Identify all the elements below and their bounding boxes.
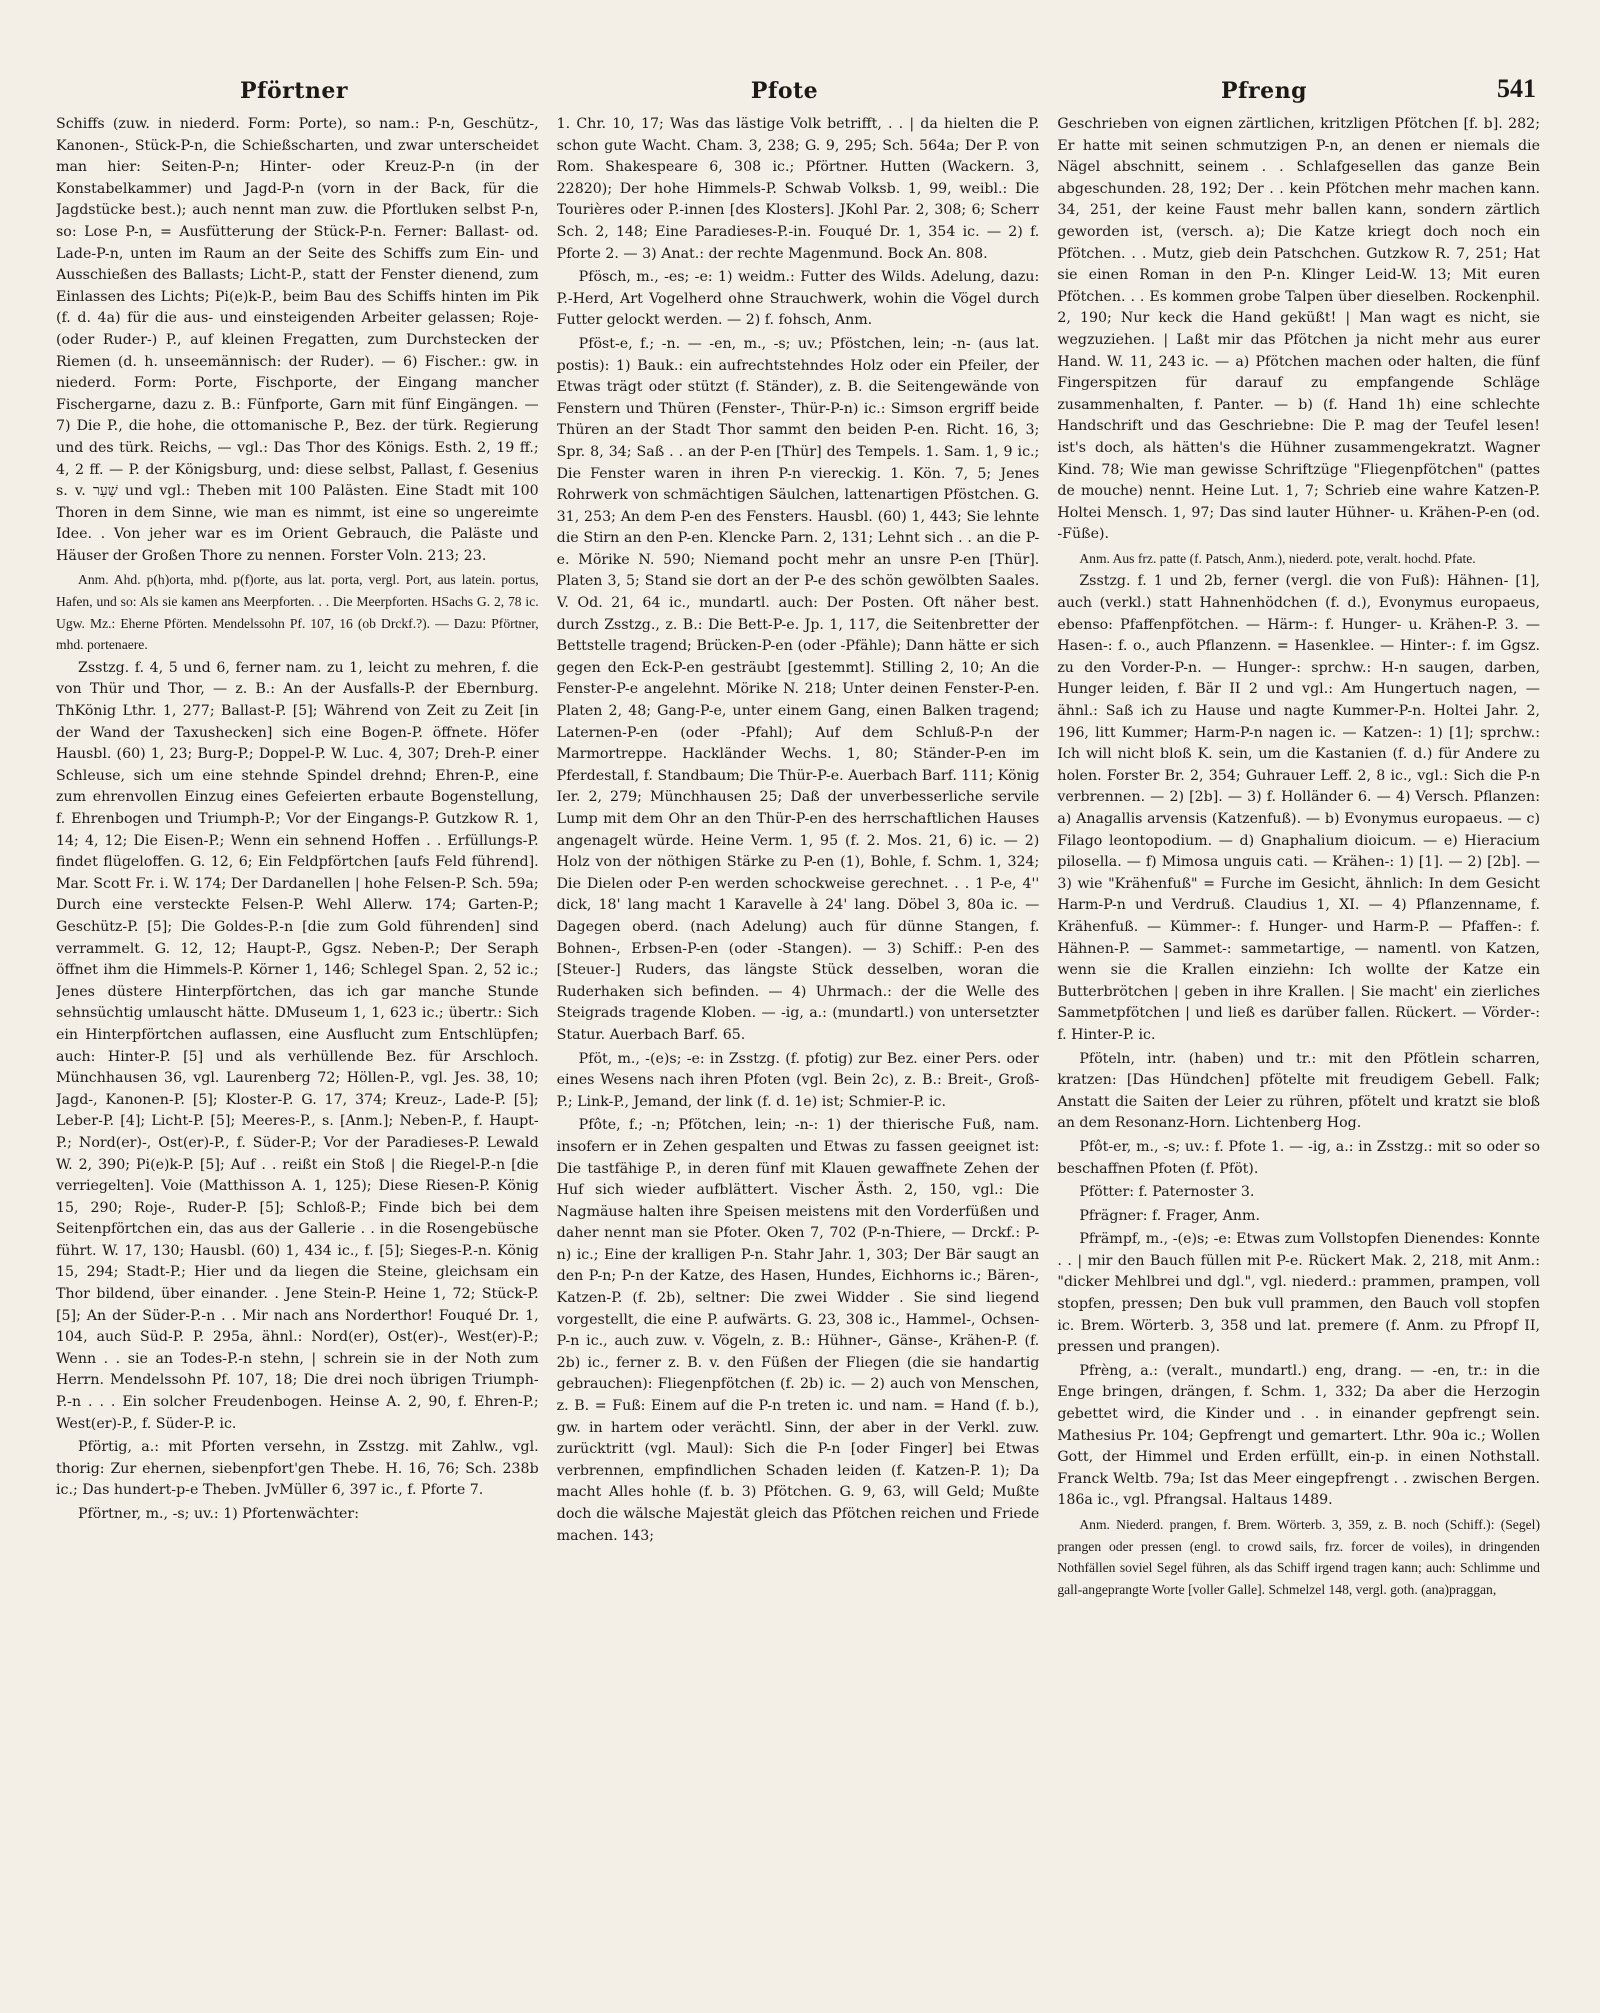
entry-paragraph: Schiffs (zuw. in niederd. Form: Porte), so nam.: P-n, Geschütz-, Kanonen-, Stück-P-n, die Schießscharten, und zwar unterscheidet man hier: Seiten-P-n; Hinter- oder Kreuz-P-n (in der Konstabelkammer) und Jagd-P-n (vorn in der Back, für die Jagdstücke best.); auch nennt man zuw. die Pfortluken selbst P-n, so: Lose P-n, = Ausfütterung der Stück-P-n. Ferner: Ballast- od. Lade-P-n, unten im Raum an der Seite des Schiffs zum Ein- und Ausschießen des Ballasts; Licht-P., statt der Fenster dienend, zum Einlassen des Lichts; Pi(e)k-P., beim Bau des Schiffs hinten im Pik (f. d. 4a) für die aus- und einsteigenden Arbeiter gelassen; Roje- (oder Ruder-) P., auf kleinen Fregatten, zum Durchstecken der Riemen (d. h. unseemännisch: der Ruder). — 6) Fischer.: gw. in niederd. Form: Porte, Fischporte, der Eingang mancher Fischergarne, dazu z. B.: Fünfporte, Garn mit fünf Eingängen. — 7) Die P., die hohe, die ottomanische P., Bez. der türk. Regierung und des türk. Reichs, — vgl.: Das Thor des Königs. Esth. 2, 19 ff.; 4, 2 ff. — P. der Königsburg, und: diese selbst, Pallast, f. Gesenius s. v. שַׁעַר und vgl.: Theben mit 100 Palästen. Eine Stadt mit 100 Thoren in dem Sinne, wie man es nimmt, ist eine so ungereimte Idee. . Von jeher war es im Orient Gebrauch, die Paläste und Häuser der Großen Thore zu nennen. Forster Voln. 213; 23. [56,116,539,564]
entry-paragraph: Pfötter: f. Paternoster 3. [1079,1184,1255,1201]
entry-paragraph: Pfrämpf, m., -(e)s; -e: Etwas zum Vollstopfen Dienendes: Konnte . . | mir den Bauch füllen mit P-e. Rückert Mak. 2, 218, mit Anm.: "dicker Mehlbrei und dgl.", vgl. niederd.: prammen, prampen, voll stopfen, pressen; Den buk vull prammen, den Bauch voll stopfen ic. Brem. Wörterb. 3, 358 und lat. premere (f. Anm. zu Pfropf II, pressen und prangen). [1057,1231,1540,1356]
entry-paragraph: Pfösch, m., -es; -e: 1) weidm.: Futter des Wilds. Adelung, dazu: P.-Herd, Art Vogelherd ohne Strauchwerk, wohin die Vögel durch Futter gelockt werden. — 2) f. fohsch, Anm. [556,269,1040,329]
column-1 [56,114,539,2004]
entry-paragraph: Pföteln, intr. (haben) und tr.: mit den Pfötlein scharren, kratzen: [Das Hündchen] pfötelte mit freudigem Gebell. Falk; Anstatt die Saiten der Leier zu rühren, pfötelt und kratzt sie bloß an dem Resonanz-Horn. Lichtenberg Hog. [1057,1050,1540,1132]
entry-paragraph: Pförtig, a.: mit Pforten versehn, in Zsstzg. mit Zahlw., vgl. thorig: Zur ehernen, siebenpfort'gen Thebe. H. 16, 76; Sch. 238b ic.; Das hundert-p-e Theben. JvMüller 6, 397 ic., f. Pforte 7. [56,1439,539,1499]
entry-paragraph: Pföt, m., -(e)s; -e: in Zsstzg. (f. pfotig) zur Bez. einer Pers. oder eines Wesens nach ihren Pfoten (vgl. Bein 2c), z. B.: Breit-, Groß-P.; Link-P., Jemand, der link (f. d. 1e) ist; Schmier-P. ic. [556,1050,1040,1110]
entry-paragraph: 1. Chr. 10, 17; Was das lästige Volk betrifft, . . | da hielten die P. schon gute Wacht. Cham. 3, 238; G. 9, 295; Sch. 564a; Der P. von Rom. Shakespeare 6, 308 ic.; Pförtner. Hutten (Wackern. 3, 22820); Der hohe Himmels-P. Schwab Volksb. 1, 99, weibl.: Die Tourières oder P.-innen [des Klosters]. JKohl Par. 2, 308; 6; Scherr Sch. 2, 148; Eine Paradieses-P.-in. Fouqué Dr. 1, 354 ic. — 2) f. Pforte 2. — 3) Anat.: der rechte Magenmund. Bock An. 808. [556,116,1040,262]
text-columns [56,114,1540,2004]
header-right-group [1221,74,1536,104]
running-header [56,60,1540,104]
entry-paragraph: Pfôte, f.; -n; Pfötchen, lein; -n-: 1) der thierische Fuß, nam. insofern er in Zehen gespalten und Etwas zu fassen geeignet ist: Die tastfähige P., in deren fünf mit Klauen gewaffnete Zehen der Huf sich wieder aufblättert. Vischer Ästh. 2, 150, vgl.: Die Nagmäuse halten ihre Speisen meistens mit den Vorderfüßen und daher nennt man sie Pfoter. Oken 7, 702 (P-n-Thiere, — Drckf.: P-n) ic.; Eine der kralligen P-n. Stahr Jahr. 1, 303; Der Bär saugt an den P-n; P-n der Katze, des Hasen, Hundes, Eichhorns ic.; Bären-, Katzen-P. (f. 2b), seltner: Die zwei Widder . Sie sind liegend vorgestellt, die eine P. aufwärts. G. 23, 308 ic., Hammel-, Ochsen-P-n ic., auch zuw. v. Vögeln, z. B.: Hühner-, Gänse-, Krähen-P. (f. 2b) ic., ferner z. B. v. den Füßen der Fliegen (die sie handartig gebrauchen): Fliegenpfötchen (f. 2b) ic. — 2) auch von Menschen, z. B. = Fuß: Einem auf die P-n treten ic. und nam. = Hand (f. b.), gw. in hartem oder verächtl. Sinn, der aber in der Verkl. zuw. zurücktritt (vgl. Maul): Sich die P-n [oder Finger] bei Etwas verbrennen, empfindlichen Schaden leiden (f. Katzen-P. 1); Da macht Alles hohle (f. b. 3) Pfötchen. G. 9, 63, will Geld; Mußte doch die wälsche Majestät gleich das Pfötchen reichen und Friede machen. 143; [556,1117,1040,1544]
column-2 [557,114,1040,2004]
entry-paragraph: Geschrieben von eignen zärtlichen, kritzligen Pfötchen [f. b]. 282; Er hatte mit seinen schmutzigen P-n, an denen er niemals die Nägel abschnitt, seinem . . Schlafgesellen das ganze Bein abgeschunden. 28, 192; Der . . kein Pfötchen mehr machen kann. 34, 251, der keine Faust mehr ballen kann, sondern zärtlich geworden ist, (versch. a); Die Katze kriegt doch noch ein Pfötchen. . . Mutz, gieb dein Patschchen. Gutzkow R. 7, 251; Hat sie einen Roman in den P-n. Klinger Leid-W. 13; Mit euren Pfötchen. . . Es kommen grobe Talpen über dieselben. Rockenphil. 2, 190; Nur keck die Hand geküßt! | Man wagt es nicht, sie wegzuziehen. | Laßt mir das Pfötchen ja nicht mehr aus eurer Hand. W. 11, 243 ic. — a) Pfötchen machen oder halten, die fünf Fingerspitzen für darauf zu empfangende Schläge zusammenhalten, f. Panter. — b) (f. Hand 1h) eine schlechte Handschrift und das Geschriebne: Die P. mag der Teufel lesen! ist's doch, als hätten's die Hühner zusammengekratzt. Wagner Kind. 78; Wie man gewisse Schriftzüge "Fliegenpfötchen" (pattes de mouche) nennt. Heine Lut. 1, 7; Schrieb eine wahre Katzen-P. Holtei Mensch. 1, 97; Das sind lauter Hühner- u. Krähen-P-en (od. -Füße). [1057,116,1540,543]
entry-paragraph: Pfrägner: f. Frager, Anm. [1079,1207,1260,1224]
page-number: 541 [1496,74,1536,103]
header-right-headword: Pfreng [1221,78,1307,104]
entry-paragraph: Pfôt-er, m., -s; uv.: f. Pfote 1. — -ig, a.: in Zsstzg.: mit so oder so beschaffnen Pfoten (f. Pföt). [1057,1138,1540,1177]
column-3 [1057,114,1540,2004]
entry-paragraph: Zsstzg. f. 4, 5 und 6, ferner nam. zu 1, leicht zu mehren, f. die von Thür und Thor, — z. B.: An der Ausfalls-P. der Ebernburg. ThKönig Lthr. 1, 277; Ballast-P. [5]; Während von Zeit zu Zeit [in der Wand der Taxushecken] sich eine Bogen-P. öffnete. Höfer Hausbl. (60) 1, 23; Burg-P.; Doppel-P. W. Luc. 4, 307; Dreh-P. einer Schleuse, sich um eine stehnde Spindel drehnd; Ehren-P., eine zum ehrenvollen Einzug eines Gefeierten erbaute Bogenstellung, f. Ehrenbogen und Triumph-P.; Vor der Eingangs-P. Gutzkow R. 1, 14; 4, 12; Die Eisen-P.; Wenn ein sehnend Hoffen . . Erfüllungs-P. findet flügeloffen. G. 12, 6; Ein Feldpförtchen [aufs Feld führend]. Mar. Scott Fr. i. W. 174; Der Dardanellen | hohe Felsen-P. Sch. 59a; Durch eine versteckte Felsen-P. Wehl Allerw. 174; Garten-P.; Geschütz-P. [5]; Die Goldes-P.-n [die zum Gold führenden] sind verrammelt. G. 12, 12; Haupt-P., Ggsz. Neben-P.; Der Seraph öffnet ihm die Himmels-P. Körner 1, 146; Schlegel Span. 2, 52 ic.; Jenes düstere Hinterpförtchen, das ich gar manche Stunde sehnsüchtig umlauscht hätte. DMuseum 1, 1, 623 ic.; übertr.: Sich ein Hinterpförtchen auflassen, eine Ausflucht zum Entschlüpfen; auch: Hinter-P. [5] und als verhüllende Bez. für Arschloch. Münchhausen 36, vgl. Laurenberg 72; Höllen-P., vgl. Jes. 38, 10; Jagd-, Kanonen-P. [5]; Kloster-P. G. 17, 374; Kreuz-, Lade-P. [5]; Leber-P. [4]; Licht-P. [5]; Meeres-P., s. [Anm.]; Neben-P., f. Haupt-P.; Nord(er)-, Ost(er)-P., f. Süder-P.; Vor der Paradieses-P. Lewald W. 2, 390; Pi(e)k-P. [5]; Auf . . reißt ein Stoß | die Riegel-P.-n [die verriegelten]. Voie (Matthisson A. 1, 125); Diese Riesen-P. König 15, 290; Roje-, Ruder-P. [5]; Schloß-P.; Finde bich bei dem Seitenpförtchen ein, das aus der Gallerie . . in die Rosengebüsche führt. W. 17, 130; Hausbl. (60) 1, 434 ic., f. [5]; Sieges-P.-n. König 15, 294; Stadt-P.; Hier und da liegen die Steine, gleichsam ein Thor bildend, über einander. . Jene Stein-P. Heine 1, 72; Stück-P. [5]; An der Süder-P.-n . . Mir nach ans Norderthor! Fouqué Dr. 1, 104, auch Süd-P. P. 295a, ähnl.: Nord(er), Ost(er)-, West(er)-P.; Wenn . . sie an Todes-P.-n stehn, | schrein sie in der Noth zum Herrn. Mendelssohn Pf. 107, 18; Die drei noch übrigen Triumph-P.-n . . . Ein solcher Freudenbogen. Heinse A. 2, 90, f. Ehren-P.; West(er)-P., f. Süder-P. ic. [56,659,539,1432]
entry-paragraph: Pförtner, m., -s; uv.: 1) Pfortenwächter: [78,1506,359,1522]
entry-paragraph: Anm. Niederd. prangen, f. Brem. Wörterb. 3, 359, z. B. noch (Schiff.): (Segel) prangen oder pressen (engl. to crowd sails, frz. forcer de voiles), in dringenden Nothfällen soviel Segel führen, als das Schiff irgend tragen kann; auch: Schlimme und gall-angeprangte Worte [voller Galle]. Schmelzel 148, vergl. goth. (ana)praggan, [1057,1517,1540,1597]
entry-paragraph: Pföst-e, f.; -n. — -en, m., -s; uv.; Pföstchen, lein; -n- (aus lat. postis): 1) Bauk.: ein aufrechtstehndes Holz oder ein Pfeiler, der Etwas trägt oder stützt (f. Ständer), z. B. die Seitengewände von Fenstern und Thüren (Fenster-, Thür-P-n) ic.: Simson ergriff beide Thüren an der Stadt Thor sammt den beiden P-en. Richt. 16, 3; Spr. 8, 34; Saß . . an der P-en [Thür] des Tempels. 1. Sam. 1, 9 ic.; Die Fenster waren in ihren P-n viereckig. 1. Kön. 7, 5; Jenes Rohrwerk von schmächtigen Säulchen, lattenartigen Pföstchen. G. 31, 253; An dem P-en des Fensters. Hausbl. (60) 1, 443; Sie lehnte die Stirn an den P-en. Klencke Parn. 2, 131; Lehnt sich . . an die P-e. Mörike N. 590; Niemand pocht mehr an unsre P-en [Thür]. Platen 3, 5; Stand sie dort an der P-e des schön gewölbten Saales. V. Od. 21, 64 ic., mundartl. auch: Der Posten. Oft näher best. durch Zsstzg., z. B.: Die Bett-P-e. Jp. 1, 117, die Seitenbretter der Bettstelle tragend; Brücken-P-en (oder -Pfähle); Dann hätte er sich gegen den Eck-P-en gesträubt [gestemmt]. Stilling 2, 10; An die Fenster-P-e angelehnt. Mörike N. 218; Unter deinen Fenster-P-en. Platen 2, 48; Gang-P-e, unter einem Gang, einen Balken tragend; Laternen-P-en (oder -Pfahl); Auf dem Schluß-P-n der Marmortreppe. Hackländer Wechs. 1, 80; Ständer-P-en im Pferdestall, f. Standbaum; Die Thür-P-e. Auerbach Barf. 111; König Ier. 2, 279; Münchhausen 25; Daß der unverbesserliche servile Lump mit dem Ohr an den Thür-P-en des herrschaftlichen Hauses angenagelt würde. Heine Verm. 1, 95 (f. 2. Mos. 21, 6) ic. — 2) Holz von der nöthigen Stärke zu P-en (1), Bohle, f. Schm. 1, 324; Die Dielen oder P-en werden schockweise gerechnet. . . 1 P-e, 4'' dick, 18' lang macht 1 Karavelle à 24' lang. Döbel 3, 80a ic. — Dagegen oberd. (nach Adelung) auch für dünne Stangen, f. Bohnen-, Erbsen-P-en (oder -Stangen). — 3) Schiff.: P-en des [Steuer-] Ruders, das längste Stück desselben, woran die Ruderhaken sich befinden. — 4) Uhrmach.: der die Welle des Steigrads tragende Kloben. — -ig, a.: (mundartl.) von untersetzter Statur. Auerbach Barf. 65. [556,335,1040,1043]
entry-paragraph: Zsstzg. f. 1 und 2b, ferner (vergl. die von Fuß): Hähnen- [1], auch (verkl.) statt Hahnenhödchen (f. d.), Evonymus europaeus, ebenso: Pfaffenpfötchen. — Härm-: f. Hunger- u. Krähen-P. 3. — Hasen-: f. o., auch Pflanzenn. = Hasenklee. — Hinter-: f. im Ggsz. zu den Vorder-P-n. — Hunger-: sprchw.: H-n saugen, darben, Hunger leiden, f. Bär II 2 und vgl.: Am Hungertuch nagen, — ähnl.: Saß ich zu Hause und nagte Kummer-P-n. Holtei Jahr. 2, 196, litt Kummer; Harm-P-n nagen ic. — Katzen-: 1) [1]; sprchw.: Ich will nicht bloß K. sein, um die Kastanien (f. d.) für Andere zu holen. Forster Br. 2, 354; Guhrauer Leff. 2, 8 ic., vgl.: Sich die P-n verbrennen. — 2) [2b]. — 3) f. Holländer 6. — 4) Versch. Pflanzen: a) Anagallis arvensis (Katzenfuß). — b) Evonymus europaeus. — c) Filago leontopodium. — d) Gnaphalium dioicum. — e) Hieracium pilosella. — f) Mimosa unguis cati. — Krähen-: 1) [1]. — 2) [2b]. — 3) wie "Krähenfuß" = Furche im Gesicht, ähnlich: In dem Gesicht Harm-P-n und Verdruß. Claudius 1, XI. — 4) Pflanzenname, f. Krähenfuß. — Kümmer-: f. Hunger- und Harm-P. — Pfaffen-: f. Hähnen-P. — Sammet-: sammetartige, — namentl. von Katzen, wenn sie die Krallen einziehn: Ich wollte der Katze ein Butterbrötchen | geben in ihre Krallen. | Sie macht' ein zierliches Sammetpfötchen | und ließ es darüber fallen. Rückert. — Vörder-: f. Hinter-P. ic. [1057,573,1540,1043]
entry-paragraph: Pfrèng, a.: (veralt., mundartl.) eng, drang. — -en, tr.: in die Enge bringen, drängen, f. Schm. 1, 332; Da aber die Herzogin gebettet wird, die Kinder und . . in einander gepfrengt sein. Mathesius Pr. 104; Gepfrengt und gemartert. Lthr. 90a ic.; Wollen Gott, der Himmel und Erden erfüllt, ein-p. in einen Nothstall. Franck Weltb. 79a; Ist das Meer eingepfrengt . . zwischen Bergen. 186a ic., vgl. Pfrangsal. Haltaus 1489. [1057,1362,1540,1509]
entry-paragraph: Anm. Aus frz. patte (f. Patsch, Anm.), niederd. pote, veralt. hochd. Pfate. [1079,550,1476,566]
header-center-headword: Pfote [750,78,819,104]
header-left-headword: Pförtner [240,78,349,104]
entry-paragraph: Anm. Ahd. p(h)orta, mhd. p(f)orte, aus lat. porta, vergl. Port, aus latein. portus, Hafen, und so: Als sie kamen ans Meerpforten. . . Die Meerpforten. HSachs G. 2, 78 ic. Ugw. Mz.: Eherne Pförten. Mendelssohn Pf. 107, 16 (ob Drckf.?). — Dazu: Pförtner, mhd. portenaere. [56,572,539,653]
